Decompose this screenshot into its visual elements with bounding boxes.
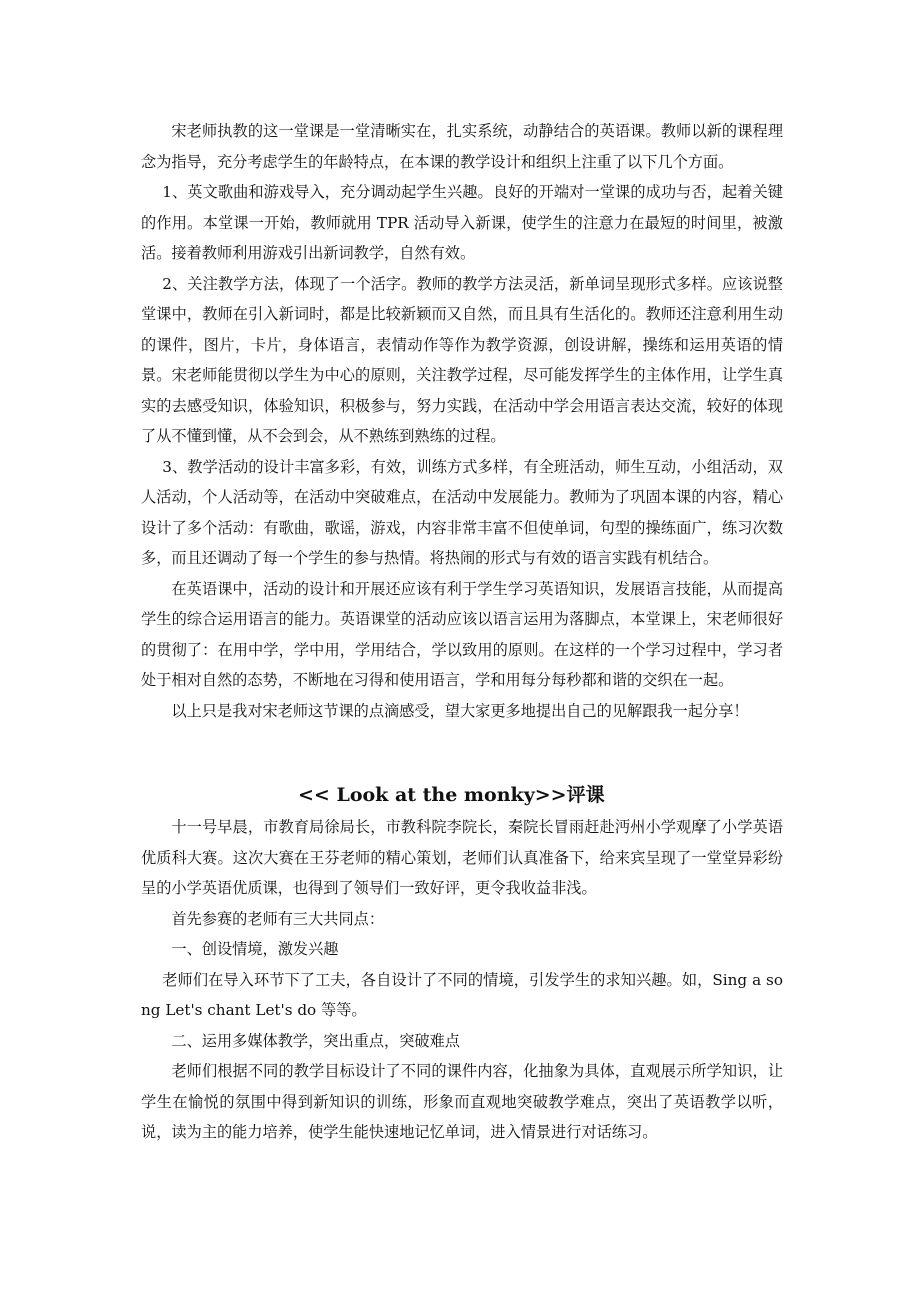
paragraph-intro: 宋老师执教的这一堂课是一堂清晰实在，扎实系统，动静结合的英语课。教师以新的课程理念为指导，充分考虑学生的年龄特点，在本课的教学设计和组织上注重了以下几个方面。 [141, 122, 783, 171]
paragraph-multimedia: 老师们根据不同的教学目标设计了不同的课件内容，化抽象为具体，直观展示所学知识，让学生在愉悦的氛围中得到新知识的训练，形象而直观地突破教学难点，突出了英语教学以听，说，读为主的能力培养，使学生能快速地记忆单词，进入情景进行对话练习。 [141, 1062, 783, 1141]
paragraph-situation: 老师们在导入环节下了工夫，各自设计了不同的情境，引发学生的求知兴趣。如，Sing a song Let's chant Let's do 等等。 [141, 970, 783, 1019]
document-body [141, 116, 783, 1148]
paragraph-point-3: 3、教学活动的设计丰富多彩，有效，训练方式多样，有全班活动，师生互动，小组活动，双人活动，个人活动等，在活动中突破难点，在活动中发展能力。教师为了巩固本课的内容，精心设计了多个活动：有歌曲，歌谣，游戏，内容非常丰富不但使单词，句型的操练面广，练习次数多，而且还调动了每一个学生的参与热情。将热闹的形式与有效的语言实践有机结合。 [141, 457, 783, 567]
section-spacer [141, 726, 783, 778]
paragraph-common-points: 首先参赛的老师有三大共同点： [171, 909, 385, 928]
paragraph-event: 十一号早晨，市教育局徐局长，市教科院李院长，秦院长冒雨赶赴沔州小学观摩了小学英语优质科大赛。这次大赛在王芬老师的精心策划，老师们认真准备下，给来宾呈现了一堂堂异彩纷呈的小学英语优质课，也得到了领导们一致好评，更令我收益非浅。 [141, 818, 783, 897]
paragraph-point-1: 1、英文歌曲和游戏导入，充分调动起学生兴趣。良好的开端对一堂课的成功与否，起着关键的作用。本堂课一开始，教师就用 TPR 活动导入新课，使学生的注意力在最短的时间里，被激活。接着教师利用游戏引出新词教学，自然有效。 [141, 183, 783, 262]
heading-point-2: 二、运用多媒体教学，突出重点，突破难点 [171, 1031, 460, 1050]
section-title: << Look at the monky>>评课 [298, 784, 605, 806]
paragraph-closing: 以上只是我对宋老师这节课的点滴感受，望大家更多地提出自己的见解跟我一起分享！ [171, 701, 749, 720]
paragraph-activity-design: 在英语课中，活动的设计和开展还应该有利于学生学习英语知识，发展语言技能，从而提高学生的综合运用语言的能力。英语课堂的活动应该以语言运用为落脚点，本堂课上，宋老师很好的贯彻了：在用中学，学中用，学用结合，学以致用的原则。在这样的一个学习过程中，学习者处于相对自然的态势，不断地在习得和使用语言，学和用每分每秒都和谐的交织在一起。 [141, 579, 783, 689]
paragraph-point-2: 2、关注教学方法，体现了一个活字。教师的教学方法灵活，新单词呈现形式多样。应该说整堂课中，教师在引入新词时，都是比较新颖而又自然，而且具有生活化的。教师还注意利用生动的课件，图片，卡片，身体语言，表情动作等作为教学资源，创设讲解，操练和运用英语的情景。宋老师能贯彻以学生为中心的原则，关注教学过程，尽可能发挥学生的主体作用，让学生真实的去感受知识，体验知识，积极参与，努力实践，在活动中学会用语言表达交流，较好的体现了从不懂到懂，从不会到会，从不熟练到熟练的过程。 [141, 274, 783, 445]
heading-point-1: 一、创设情境，激发兴趣 [171, 940, 339, 958]
